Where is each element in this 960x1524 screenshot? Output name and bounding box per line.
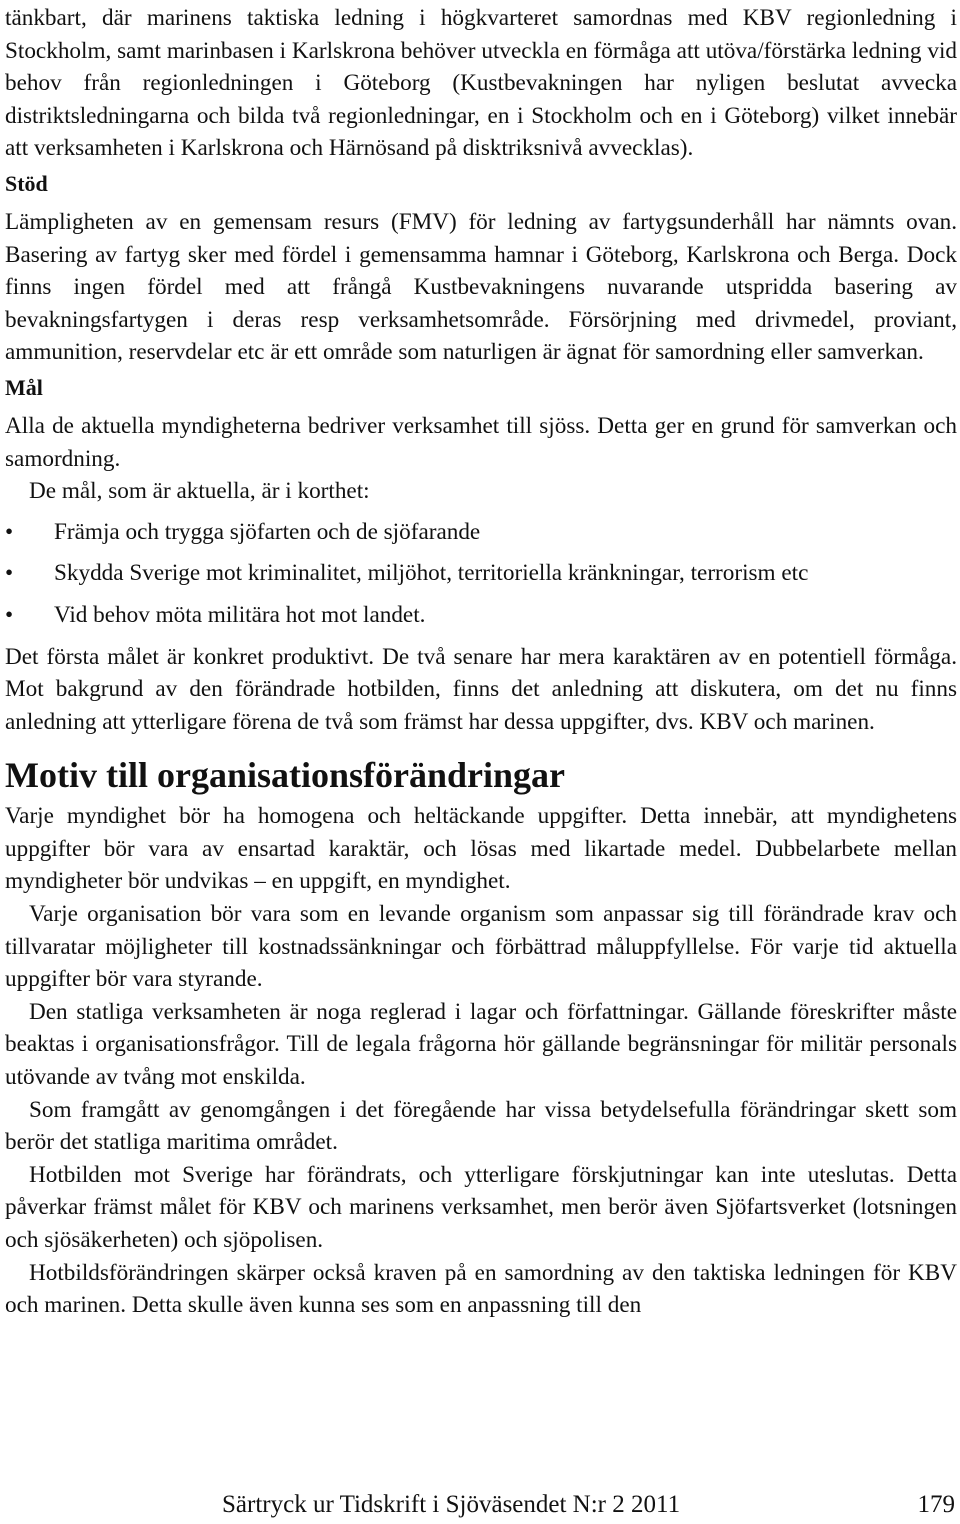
bullet-icon: • bbox=[5, 601, 14, 628]
list-item-text: Vid behov möta militära hot mot landet. bbox=[54, 601, 426, 628]
list-item-text: Främja och trygga sjöfarten och de sjöfarande bbox=[54, 518, 481, 545]
motiv-paragraph: Som framgått av genomgången i det föregående har vissa betydelsefulla förändringar skett som berör det statliga maritima området. bbox=[5, 1096, 957, 1156]
motiv-paragraph: Varje myndighet bör ha homogena och heltäckande uppgifter. Detta innebär, att myndighetens uppgifter bör vara av ensartad karaktär, och lösas med likartade medel. Dubbelarbete mellan myndigheter bör undvikas – en uppgift, en myndighet. bbox=[5, 803, 957, 895]
page-number: 179 bbox=[917, 1491, 955, 1518]
journal-citation: Särtryck ur Tidskrift i Sjöväsendet N:r 2 2011 bbox=[222, 1491, 681, 1518]
heading-motiv: Motiv till organisationsförändringar bbox=[5, 755, 565, 796]
list-item bbox=[5, 516, 957, 549]
document-page bbox=[5, 2, 957, 1322]
motiv-paragraph: Hotbilden mot Sverige har förändrats, och ytterligare förskjutningar kan inte uteslutas. Detta påverkar främst målet för KBV och marinens verksamhet, men berör även Sjöfartsverket (lotsningen och sjösäkerheten) och sjöpolisen. bbox=[5, 1161, 957, 1253]
motiv-paragraph: Varje organisation bör vara som en levande organism som anpassar sig till förändrade krav och tillvaratar möjligheter till kostnadssänkningar och förbättrad måluppfyllelse. För varje tid aktuella uppgifter bör vara styrande. bbox=[5, 901, 957, 993]
heading-stod: Stöd bbox=[5, 170, 48, 196]
list-item bbox=[5, 599, 957, 632]
mal-paragraph-2: De mål, som är aktuella, är i korthet: bbox=[29, 478, 370, 505]
bullet-icon: • bbox=[5, 518, 14, 545]
heading-mal: Mål bbox=[5, 374, 43, 400]
bullet-icon: • bbox=[5, 560, 14, 587]
motiv-paragraph: Den statliga verksamheten är noga reglerad i lagar och författningar. Gällande föreskrifter måste beaktas i organisationsfrågor. Till de legala frågorna hör gällande begränsningar för militär personals utövande av tvång mot enskilda. bbox=[5, 998, 957, 1091]
list-item bbox=[5, 557, 957, 590]
motiv-paragraph: Hotbildsförändringen skärper också kraven på en samordning av den taktiska ledningen för KBV och marinen. Detta skulle även kunna ses som en anpassning till den bbox=[5, 1259, 957, 1319]
mal-paragraph-3: Det första målet är konkret produktivt. De två senare har mera karaktären av en potentiell förmåga. Mot bakgrund av den förändrade hotbilden, finns det anledning att diskutera, om det nu finns anledning att ytterligare förena de två som främst har dessa uppgifter, dvs. KBV och marinen. bbox=[5, 643, 957, 735]
stod-paragraph: Lämpligheten av en gemensam resurs (FMV) för ledning av fartygsunderhåll har nämnts ovan. Basering av fartyg sker med fördel i gemensamma hamnar i Göteborg, Karlskrona och Berga. Dock finns ingen fördel med att frångå Kustbevakningens nuvarande utspridda basering av bevakningsfartygen i deras resp verksamhetsområde. Försörjning med drivmedel, proviant, ammunition, reservdelar etc är ett område som naturligen är ägnat för samordning eller samverkan. bbox=[5, 208, 957, 366]
mal-paragraph-1: Alla de aktuella myndigheterna bedriver verksamhet till sjöss. Detta ger en grund för samverkan och samordning. bbox=[5, 412, 957, 472]
page-footer bbox=[0, 1488, 955, 1522]
list-item-text: Skydda Sverige mot kriminalitet, miljöhot, territoriella kränkningar, terrorism etc bbox=[54, 560, 809, 587]
intro-paragraph: tänkbart, där marinens taktiska ledning i högkvarteret samordnas med KBV regionledning i Stockholm, samt marinbasen i Karlskrona behöver utveckla en förmåga att utöva/förstärka ledning vid behov från regionledningen i Göteborg (Kustbevakningen har nyligen beslutat avvecka distriktsledningarna och bilda två regionledningar, en i Stockholm och en i Göteborg) vilket innebär att verksamheten i Karlskrona och Härnösand på disktriksnivå avvecklas). bbox=[5, 5, 957, 162]
goals-bullet-list bbox=[5, 516, 957, 632]
